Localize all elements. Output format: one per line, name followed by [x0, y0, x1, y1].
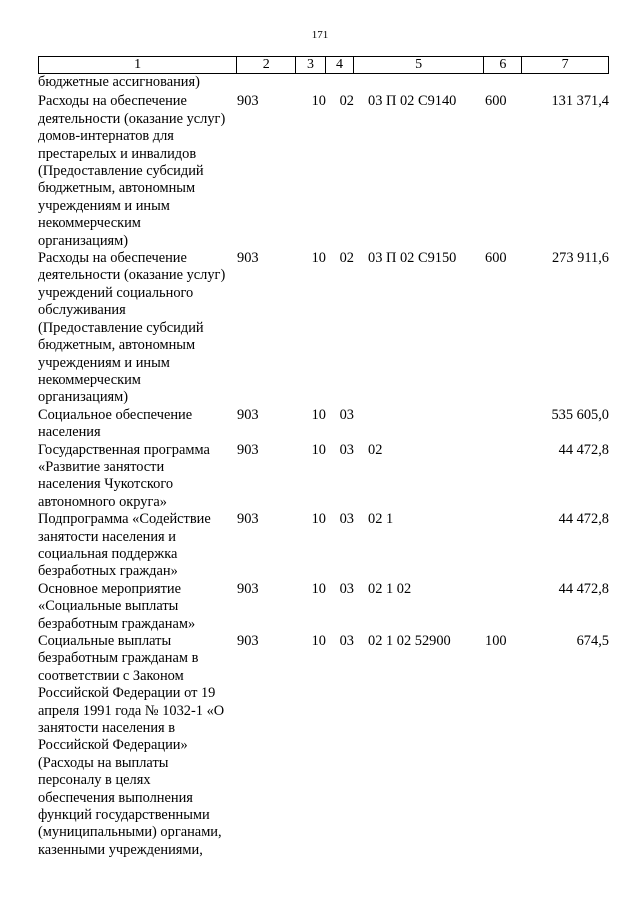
- row-ministry-code: 903: [237, 406, 259, 423]
- row-amount: 535 605,0: [551, 406, 609, 423]
- row-ministry-code: 903: [237, 633, 259, 649]
- row-amount: 44 472,8: [558, 580, 609, 597]
- row-subsection: 03: [339, 441, 354, 458]
- table-row: [38, 442, 609, 512]
- page-number: 171: [311, 29, 329, 41]
- row-target-article: 02: [368, 441, 383, 458]
- header-col-1: 1: [39, 57, 237, 73]
- row-ministry-code: [237, 74, 296, 93]
- table-row: [38, 633, 609, 859]
- row-name: бюджетные ассигнования): [38, 74, 200, 90]
- row-subsection: 03: [339, 511, 354, 528]
- row-section: 10: [311, 441, 326, 458]
- row-section: 10: [311, 580, 326, 597]
- header-col-3: 3: [296, 57, 326, 73]
- row-name: Социальные выплаты безработным гражданам в соответствии с Законом Российской Федерации от 19 апреля 1991 года № 1032-1 «О занятости населения в Российской Федерации» (Расходы на выплаты персоналу в целях обеспечения выполнения функций государственными (муниципальными) органами, казенными учреждениями,: [38, 633, 225, 858]
- row-name: Подпрограмма «Содействие занятости населения и социальная поддержка безработных граждан»: [38, 511, 211, 580]
- row-subsection: 03: [339, 580, 354, 597]
- row-section: 10: [311, 511, 326, 528]
- row-subsection: 02: [339, 250, 354, 267]
- row-subsection: 03: [339, 406, 354, 423]
- row-target-article: 02 1 02 52900: [368, 633, 451, 649]
- header-col-6: 6: [484, 57, 522, 73]
- row-subsection: 02: [339, 93, 354, 110]
- row-expense-type: 100: [485, 633, 507, 649]
- row-section: [296, 74, 326, 93]
- header-col-7: 7: [561, 57, 569, 72]
- table-row: [38, 250, 609, 407]
- row-target-article: 03 П 02 С9150: [368, 250, 457, 267]
- header-col-2: 2: [237, 57, 296, 73]
- table-body: [38, 74, 609, 859]
- row-name: Расходы на обеспечение деятельности (оказание услуг) учреждений социального обслуживания (Предоставление субсидий бюджетным, автономным учреждениям и иным некоммерческим организациям): [38, 250, 226, 406]
- header-col-5: 5: [354, 57, 485, 73]
- header-col-4: 4: [326, 57, 354, 73]
- row-amount: 44 472,8: [558, 511, 609, 528]
- row-target-article: [354, 74, 485, 93]
- row-subsection: [326, 74, 354, 93]
- table-row: [38, 74, 609, 93]
- row-amount: 44 472,8: [558, 441, 609, 458]
- row-section: 10: [311, 406, 326, 423]
- row-amount: 674,5: [576, 633, 609, 649]
- row-ministry-code: 903: [237, 441, 259, 458]
- table-row: [38, 93, 609, 250]
- row-ministry-code: 903: [237, 93, 259, 110]
- row-name: Социальное обеспечение населения: [38, 406, 193, 441]
- row-expense-type: [485, 74, 523, 93]
- row-expense-type: [485, 407, 523, 442]
- row-expense-type: [485, 581, 523, 633]
- row-target-article: [354, 407, 485, 442]
- table-row: [38, 511, 609, 581]
- row-expense-type: [485, 442, 523, 512]
- row-subsection: 03: [339, 633, 354, 649]
- row-amount: [523, 74, 609, 93]
- row-ministry-code: 903: [237, 250, 259, 267]
- row-name: Государственная программа «Развитие занятости населения Чукотского автономного округа»: [38, 441, 210, 510]
- table-header-row: [38, 56, 609, 74]
- row-ministry-code: 903: [237, 580, 259, 597]
- row-section: 10: [311, 633, 326, 649]
- table-row: [38, 581, 609, 633]
- row-expense-type: [485, 511, 523, 581]
- row-name: Расходы на обеспечение деятельности (оказание услуг) домов-интернатов для престарелых и инвалидов (Предоставление субсидий бюджетным, автономным учреждениям и иным некоммерческим организациям): [38, 93, 226, 249]
- row-target-article: 02 1 02: [368, 580, 412, 597]
- row-target-article: 02 1: [368, 511, 394, 528]
- table-row: [38, 407, 609, 442]
- row-expense-type: 600: [485, 250, 507, 267]
- row-ministry-code: 903: [237, 511, 259, 528]
- row-expense-type: 600: [485, 93, 507, 110]
- row-section: 10: [311, 93, 326, 110]
- row-target-article: 03 П 02 С9140: [368, 93, 457, 110]
- row-amount: 273 911,6: [551, 250, 609, 267]
- row-amount: 131 371,4: [551, 93, 609, 110]
- row-section: 10: [311, 250, 326, 267]
- row-name: Основное мероприятие «Социальные выплаты безработным гражданам»: [38, 580, 196, 632]
